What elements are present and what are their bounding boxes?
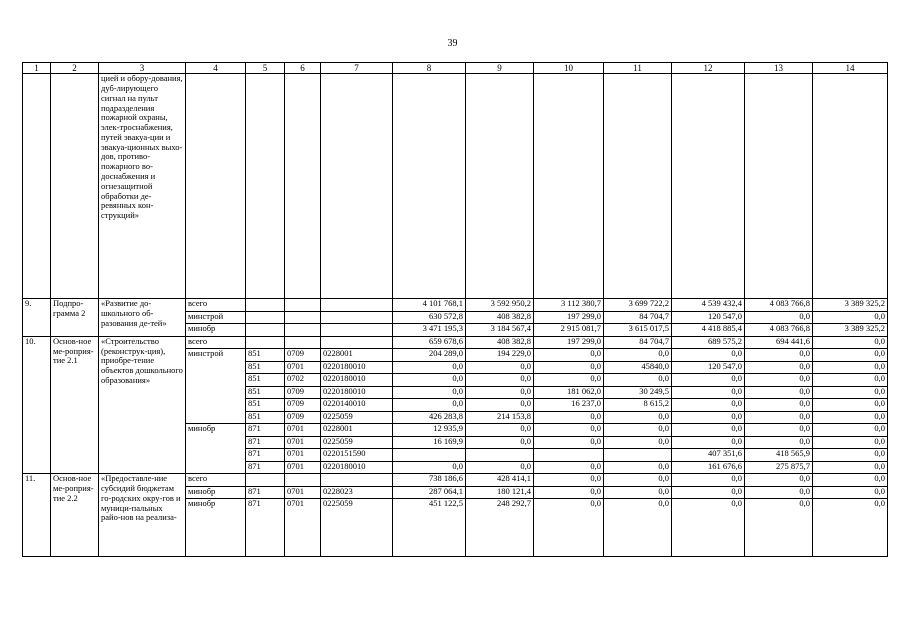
cell-amount: 0,0 [745, 311, 813, 324]
column-number-5: 5 [246, 63, 285, 74]
cell-amount: 428 414,1 [466, 474, 534, 487]
row-name: «Развитие до-школьного об-разования де-тей» [99, 299, 186, 337]
column-number-9: 9 [466, 63, 534, 74]
cell-amount: 0,0 [534, 461, 604, 474]
cell-amount: 3 184 567,4 [466, 324, 534, 337]
cell-amount: 0,0 [466, 374, 534, 387]
cell-amount: 0,0 [672, 436, 745, 449]
column-number-1: 1 [23, 63, 51, 74]
continuation-text: цией и обору-дования, дуб-лирующего сигнал на пульт подразделения пожарной охраны, элек-троснабжения, путей эвакуа-ции и эвакуа-ционных выхо-дов, противо-пожарного во-доснабжения и огнезащитной обработки де-ревянных кон-струкций» [99, 74, 186, 299]
cell-amount: 0,0 [672, 411, 745, 424]
cell-csr: 0220151590 [321, 449, 393, 462]
cell-grbs: 851 [246, 386, 285, 399]
row-name: «Строительство (реконструк-ция), приобре-тение объектов дошкольного образования» [99, 336, 186, 474]
cell-amount [393, 449, 466, 462]
cell-amount: 0,0 [393, 374, 466, 387]
cell-grbs: 871 [246, 499, 285, 557]
cell-amount: 407 351,6 [672, 449, 745, 462]
table-row [23, 299, 888, 312]
cell-csr: 0225059 [321, 411, 393, 424]
cell-amount: 197 299,0 [534, 311, 604, 324]
cell-rzpr [285, 324, 321, 337]
cell-executor: минстрой [186, 349, 246, 424]
cell-csr [321, 474, 393, 487]
cell-amount: 3 592 950,2 [466, 299, 534, 312]
cell-amount: 0,0 [745, 361, 813, 374]
cell-csr: 0220180010 [321, 361, 393, 374]
continuation-row [23, 74, 888, 299]
cell-rzpr: 0709 [285, 349, 321, 362]
cell-grbs: 851 [246, 399, 285, 412]
cell-amount: 0,0 [393, 361, 466, 374]
page-number: 39 [447, 38, 458, 49]
column-number-12: 12 [672, 63, 745, 74]
cell-amount: 0,0 [745, 436, 813, 449]
cell-amount: 0,0 [534, 499, 604, 557]
cell-amount: 84 704,7 [604, 311, 672, 324]
cell-csr [321, 311, 393, 324]
cell-amount: 0,0 [604, 411, 672, 424]
cell-amount: 0,0 [534, 424, 604, 437]
cell-amount: 275 875,7 [745, 461, 813, 474]
cell-amount: 4 083 766,8 [745, 324, 813, 337]
cell-grbs: 851 [246, 374, 285, 387]
cell-grbs: 851 [246, 349, 285, 362]
cell-executor: всего [186, 336, 246, 349]
cell-rzpr: 0709 [285, 386, 321, 399]
cell-amount: 0,0 [745, 374, 813, 387]
cell-amount: 45840,0 [604, 361, 672, 374]
cell-amount: 0,0 [466, 424, 534, 437]
column-number-13: 13 [745, 63, 813, 74]
cell-amount: 16 237,0 [534, 399, 604, 412]
cell-amount: 0,0 [745, 399, 813, 412]
cell-amount: 451 122,5 [393, 499, 466, 557]
cell-rzpr: 0701 [285, 499, 321, 557]
cell-amount: 4 083 766,8 [745, 299, 813, 312]
cell-amount: 204 289,0 [393, 349, 466, 362]
column-number-6: 6 [285, 63, 321, 74]
cell-csr: 0225059 [321, 499, 393, 557]
column-number-3: 3 [99, 63, 186, 74]
cell-amount: 0,0 [813, 424, 888, 437]
cell-amount: 0,0 [393, 399, 466, 412]
cell-amount: 0,0 [672, 386, 745, 399]
cell-amount: 0,0 [813, 311, 888, 324]
column-number-7: 7 [321, 63, 393, 74]
cell-amount: 0,0 [604, 474, 672, 487]
row-number: 10. [23, 336, 51, 474]
cell-amount: 0,0 [813, 411, 888, 424]
cell-amount: 0,0 [672, 424, 745, 437]
cell-amount: 194 229,0 [466, 349, 534, 362]
cell-amount: 0,0 [813, 374, 888, 387]
cell-grbs: 851 [246, 361, 285, 374]
cell-amount: 248 292,7 [466, 499, 534, 557]
cell-amount: 0,0 [813, 336, 888, 349]
cell-amount: 4 539 432,4 [672, 299, 745, 312]
column-numbers-row [23, 63, 888, 74]
cell-amount: 84 704,7 [604, 336, 672, 349]
table-row [23, 474, 888, 487]
cell-amount: 694 441,6 [745, 336, 813, 349]
cell-amount: 0,0 [534, 411, 604, 424]
cell-csr: 0220180010 [321, 461, 393, 474]
cell-amount [534, 449, 604, 462]
cell-amount: 3 615 017,5 [604, 324, 672, 337]
cell-rzpr: 0701 [285, 449, 321, 462]
cell-amount: 0,0 [672, 486, 745, 499]
cell-amount: 0,0 [813, 461, 888, 474]
cell-amount: 180 121,4 [466, 486, 534, 499]
cell-executor: минобр [186, 499, 246, 557]
cell-amount: 408 382,8 [466, 311, 534, 324]
cell-amount: 738 186,6 [393, 474, 466, 487]
cell-amount: 0,0 [393, 386, 466, 399]
cell-executor: минстрой [186, 311, 246, 324]
cell-amount: 0,0 [604, 424, 672, 437]
cell-amount: 0,0 [672, 474, 745, 487]
cell-amount: 0,0 [745, 474, 813, 487]
cell-amount [466, 449, 534, 462]
cell-amount: 197 299,0 [534, 336, 604, 349]
cell-grbs: 871 [246, 486, 285, 499]
cell-amount: 0,0 [672, 499, 745, 557]
cell-amount: 426 283,8 [393, 411, 466, 424]
column-number-4: 4 [186, 63, 246, 74]
cell-amount: 0,0 [813, 474, 888, 487]
column-number-14: 14 [813, 63, 888, 74]
cell-amount: 12 935,9 [393, 424, 466, 437]
cell-amount: 0,0 [466, 361, 534, 374]
row-type: Основ-ное ме-роприя-тие 2.1 [51, 336, 99, 474]
cell-executor: минобр [186, 324, 246, 337]
cell-rzpr [285, 299, 321, 312]
cell-amount: 0,0 [534, 474, 604, 487]
cell-amount: 0,0 [672, 374, 745, 387]
cell-rzpr [285, 474, 321, 487]
cell-rzpr: 0701 [285, 361, 321, 374]
table-row [23, 336, 888, 349]
cell-csr: 0228001 [321, 349, 393, 362]
cell-amount: 0,0 [604, 349, 672, 362]
row-name: «Предоставле-ние субсидий бюджетам го-родских окру-гов и муници-пальных райо-нов на реализа- [99, 474, 186, 557]
cell-amount: 120 547,0 [672, 311, 745, 324]
cell-amount: 0,0 [813, 349, 888, 362]
cell-executor: минобр [186, 424, 246, 474]
cell-amount: 408 382,8 [466, 336, 534, 349]
budget-table [22, 62, 888, 557]
cell-amount: 0,0 [813, 361, 888, 374]
cell-amount: 0,0 [534, 436, 604, 449]
cell-amount: 4 418 885,4 [672, 324, 745, 337]
cell-grbs: 871 [246, 449, 285, 462]
cell-amount: 0,0 [534, 361, 604, 374]
cell-rzpr: 0701 [285, 486, 321, 499]
cell-amount: 287 064,1 [393, 486, 466, 499]
cell-rzpr: 0709 [285, 411, 321, 424]
cell-amount: 181 062,0 [534, 386, 604, 399]
cell-executor: всего [186, 299, 246, 312]
cell-csr: 0228023 [321, 486, 393, 499]
cell-amount: 418 565,9 [745, 449, 813, 462]
cell-amount: 3 699 722,2 [604, 299, 672, 312]
cell-amount: 0,0 [813, 399, 888, 412]
cell-amount: 30 249,5 [604, 386, 672, 399]
cell-csr [321, 299, 393, 312]
cell-executor: минобр [186, 486, 246, 499]
cell-amount: 0,0 [813, 436, 888, 449]
cell-grbs: 871 [246, 436, 285, 449]
cell-grbs [246, 311, 285, 324]
cell-amount: 689 575,2 [672, 336, 745, 349]
cell-csr: 0220180010 [321, 374, 393, 387]
cell-amount: 3 112 380,7 [534, 299, 604, 312]
cell-amount: 0,0 [534, 486, 604, 499]
cell-amount: 0,0 [672, 349, 745, 362]
cell-amount: 0,0 [604, 374, 672, 387]
cell-rzpr: 0701 [285, 436, 321, 449]
cell-amount: 0,0 [466, 436, 534, 449]
column-number-10: 10 [534, 63, 604, 74]
cell-amount: 0,0 [745, 386, 813, 399]
cell-rzpr [285, 336, 321, 349]
cell-amount: 630 572,8 [393, 311, 466, 324]
row-number: 11. [23, 474, 51, 557]
cell-amount: 0,0 [466, 386, 534, 399]
cell-csr: 0225059 [321, 436, 393, 449]
cell-grbs [246, 324, 285, 337]
cell-amount: 0,0 [604, 436, 672, 449]
cell-amount [604, 449, 672, 462]
cell-grbs: 851 [246, 411, 285, 424]
cell-amount: 0,0 [813, 486, 888, 499]
cell-amount: 2 915 081,7 [534, 324, 604, 337]
cell-amount: 3 389 325,2 [813, 299, 888, 312]
cell-amount: 0,0 [393, 461, 466, 474]
row-type: Подпро-грамма 2 [51, 299, 99, 337]
cell-amount: 0,0 [534, 349, 604, 362]
cell-rzpr: 0702 [285, 374, 321, 387]
cell-amount: 120 547,0 [672, 361, 745, 374]
row-number: 9. [23, 299, 51, 337]
cell-rzpr: 0709 [285, 399, 321, 412]
cell-grbs [246, 299, 285, 312]
cell-amount: 8 615,2 [604, 399, 672, 412]
cell-csr: 0220180010 [321, 386, 393, 399]
cell-amount: 0,0 [604, 486, 672, 499]
cell-csr [321, 336, 393, 349]
cell-amount: 16 169,9 [393, 436, 466, 449]
column-number-11: 11 [604, 63, 672, 74]
cell-executor: всего [186, 474, 246, 487]
cell-rzpr [285, 311, 321, 324]
row-type: Основ-ное ме-роприя-тие 2.2 [51, 474, 99, 557]
cell-amount: 3 389 325,2 [813, 324, 888, 337]
cell-grbs: 871 [246, 424, 285, 437]
cell-amount: 4 101 768,1 [393, 299, 466, 312]
cell-amount: 0,0 [604, 499, 672, 557]
cell-amount: 0,0 [466, 461, 534, 474]
cell-csr: 0220140010 [321, 399, 393, 412]
cell-amount: 0,0 [672, 399, 745, 412]
cell-amount: 161 676,6 [672, 461, 745, 474]
cell-amount: 659 678,6 [393, 336, 466, 349]
cell-amount: 214 153,8 [466, 411, 534, 424]
column-number-8: 8 [393, 63, 466, 74]
cell-amount: 3 471 195,3 [393, 324, 466, 337]
cell-amount: 0,0 [745, 349, 813, 362]
cell-amount: 0,0 [745, 411, 813, 424]
cell-grbs: 871 [246, 461, 285, 474]
cell-amount: 0,0 [604, 461, 672, 474]
cell-amount: 0,0 [813, 449, 888, 462]
cell-amount: 0,0 [534, 374, 604, 387]
cell-rzpr: 0701 [285, 461, 321, 474]
cell-amount: 0,0 [745, 499, 813, 557]
cell-csr: 0228001 [321, 424, 393, 437]
cell-amount: 0,0 [813, 386, 888, 399]
column-number-2: 2 [51, 63, 99, 74]
cell-amount: 0,0 [745, 424, 813, 437]
cell-csr [321, 324, 393, 337]
cell-grbs [246, 336, 285, 349]
cell-grbs [246, 474, 285, 487]
cell-amount: 0,0 [745, 486, 813, 499]
cell-amount: 0,0 [466, 399, 534, 412]
cell-amount: 0,0 [813, 499, 888, 557]
cell-rzpr: 0701 [285, 424, 321, 437]
